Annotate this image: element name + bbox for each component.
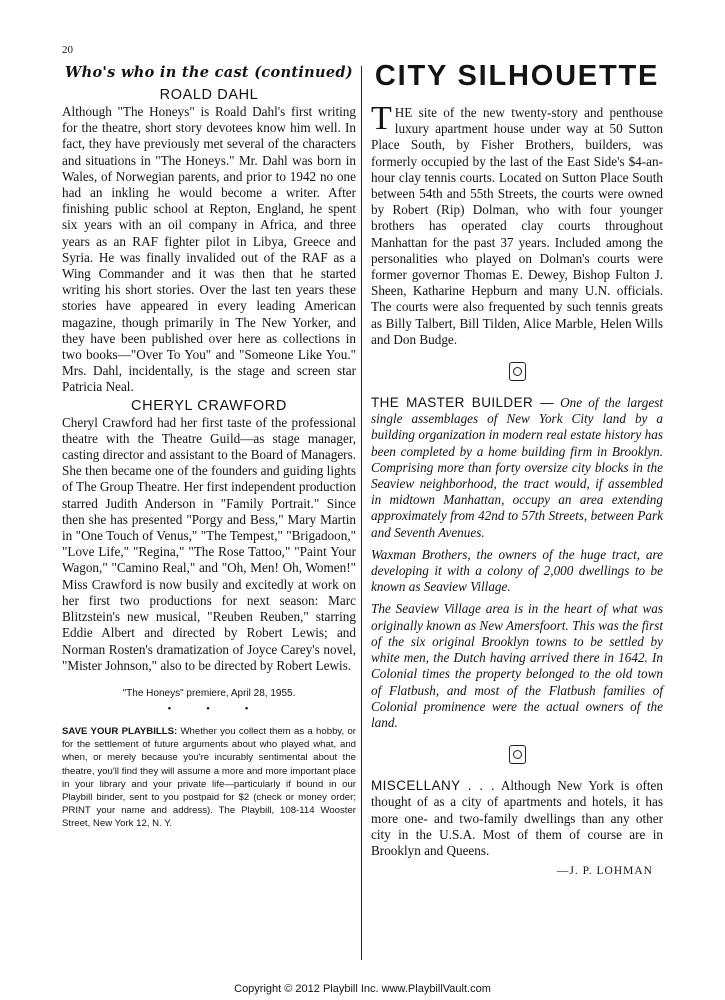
copyright-footer: Copyright © 2012 Playbill Inc. www.PlaybillVault.com bbox=[234, 983, 491, 995]
dahl-heading: ROALD DAHL bbox=[159, 87, 259, 103]
byline: —J. P. LOHMAN bbox=[556, 865, 653, 878]
intro-text: HE site of the new twenty-story and penthouse luxury apartment house under way at 50 Sutton Place South, by Fisher Brothers, builders, was formerly occupied by the last of the East Side's $4-an-hour clay tennis courts. Located on Sutton Place South between 54th and 55th Streets, the courts were owned by Robert (Rip) Dolman, who with four younger brothers has operated clay courts throughout Manhattan for the past 37 years. Included among the personalities who played on Dolman's courts were former governor Thomas E. Dewey, Bishop Fulton J. Sheen, Katharine Hepburn and many U.N. officials. The courts were also frequented by such tennis greats as Billy Talbert, Bill Tilden, Alice Marble, Helen Wills and Don Budge. bbox=[371, 105, 663, 347]
miscellany-paragraph bbox=[371, 778, 663, 859]
page-number: 20 bbox=[62, 44, 73, 56]
ornament-icon bbox=[509, 745, 526, 764]
save-text: Whether you collect them as a hobby, or for the settlement of future arguments about who played what, and when, or merely because you're incurably sentimental about the theatre, you'll find they will assume a more and more important place in your library and your private life—particularly if bound in our Playbill binder, sent to you postpaid for $2 (check or money order; PRINT your name and address). The Playbill, 108-114 Wooster Street, New York 12, N. Y. bbox=[62, 725, 356, 830]
miscellany-text: Although New York is often thought of as a city of apartments and hotels, it has more one- and two-family dwellings than any other city in the U.S.A. Most of them of course are in Brooklyn and Queens. bbox=[371, 778, 663, 858]
master-builder-paragraph-2: Waxman Brothers, the owners of the huge tract, are developing it with a colony of 2,000 dwellings to be known as Seaview Village. bbox=[371, 546, 663, 595]
master-builder-text: One of the largest single assemblages of New York City land by a building organization in modern real estate history has been completed by a home building firm in Brooklyn. Comprising more than forty oversize city blocks in the Seaview neighborhood, the tract would, if assembled in midtown Manhattan, occupy an area extending approximately from 42nd to 57th Streets, between Park and Seventh Avenues. bbox=[371, 395, 663, 540]
dahl-bio: Although "The Honeys" is Roald Dahl's first writing for the theatre, short story devotees know him well. In fact, they have previously met several of the characters and situations in "The Honeys." Mr. Dahl was born in Wales, of Norwegian parents, and prior to 1942 no one had an inkling he would become a writer. After finishing public school at Repton, England, he spent six years with an oil company in Africa, and three years as an RAF fighter pilot in Libya, Greece and Syria. He was finally invalided out of the RAF as a Wing Commander and it was then that he started writing his short stories. Over the last ten years these stories have appeared in every leading American magazine, though primarily in The New Yorker, and they have been published over here as collections in two books—"Over To You" and "Someone Like You." Mrs. Dahl, incidentally, is the stage and screen star Patricia Neal. bbox=[62, 104, 356, 395]
master-builder-heading: THE MASTER BUILDER — bbox=[371, 395, 555, 411]
section-title: Who's who in the cast (continued) bbox=[65, 64, 353, 81]
save-heading: SAVE YOUR PLAYBILLS: bbox=[62, 725, 178, 737]
miscellany-heading: MISCELLANY . . . bbox=[371, 778, 495, 794]
crawford-heading: CHERYL CRAWFORD bbox=[131, 397, 287, 414]
cast-column bbox=[62, 64, 356, 831]
crawford-bio: Cheryl Crawford had her first taste of the professional theatre with the Theatre Guild—as stage manager, casting director and assistant to the Board of Managers. She then became one of the founders and guiding lights of The Group Theatre. Her first independent production starred Judith Anderson in "Family Portrait." Since then she has presented "Porgy and Bess," Mary Martin in "One Touch of Venus," "The Tempest," "Brigadoon," "Love Life," "Regina," "The Rose Tattoo," "Paint Your Wagon," "Camino Real," and "Oh, Men! Oh, Women!" Miss Crawford is now busily and excitedly at work on her first two productions for next season: Marc Blitzstein's new musical, "Reuben Reuben," starring Eddie Albert and directed by Robert Lewis; and Norman Rosten's dramatization of Joyce Carey's novel, "Mister Johnson," also to be directed by Robert Lewis. bbox=[62, 414, 356, 673]
drop-cap: T bbox=[371, 100, 392, 137]
column-divider bbox=[361, 66, 362, 960]
column-title: CITY SILHOUETTE bbox=[374, 60, 660, 92]
save-playbills-notice bbox=[62, 725, 356, 831]
premiere-note: "The Honeys" premiere, April 28, 1955. bbox=[122, 687, 296, 699]
separator-dots: • • • bbox=[167, 702, 265, 715]
master-builder-paragraph-3: The Seaview Village area is in the heart of what was originally known as New Amersfoort. This was the first of the six original Brooklyn towns to be settled by white men, the Dutch having arrived there in 1642. In Colonial times the property belonged to the old town of Flatbush, and most of the Flatbush families of Colonial prominence were the actual owners of the land. bbox=[371, 601, 663, 730]
intro-paragraph bbox=[371, 100, 663, 348]
city-silhouette-column bbox=[371, 60, 663, 878]
master-builder-paragraph bbox=[371, 395, 663, 541]
ornament-icon bbox=[509, 362, 526, 381]
